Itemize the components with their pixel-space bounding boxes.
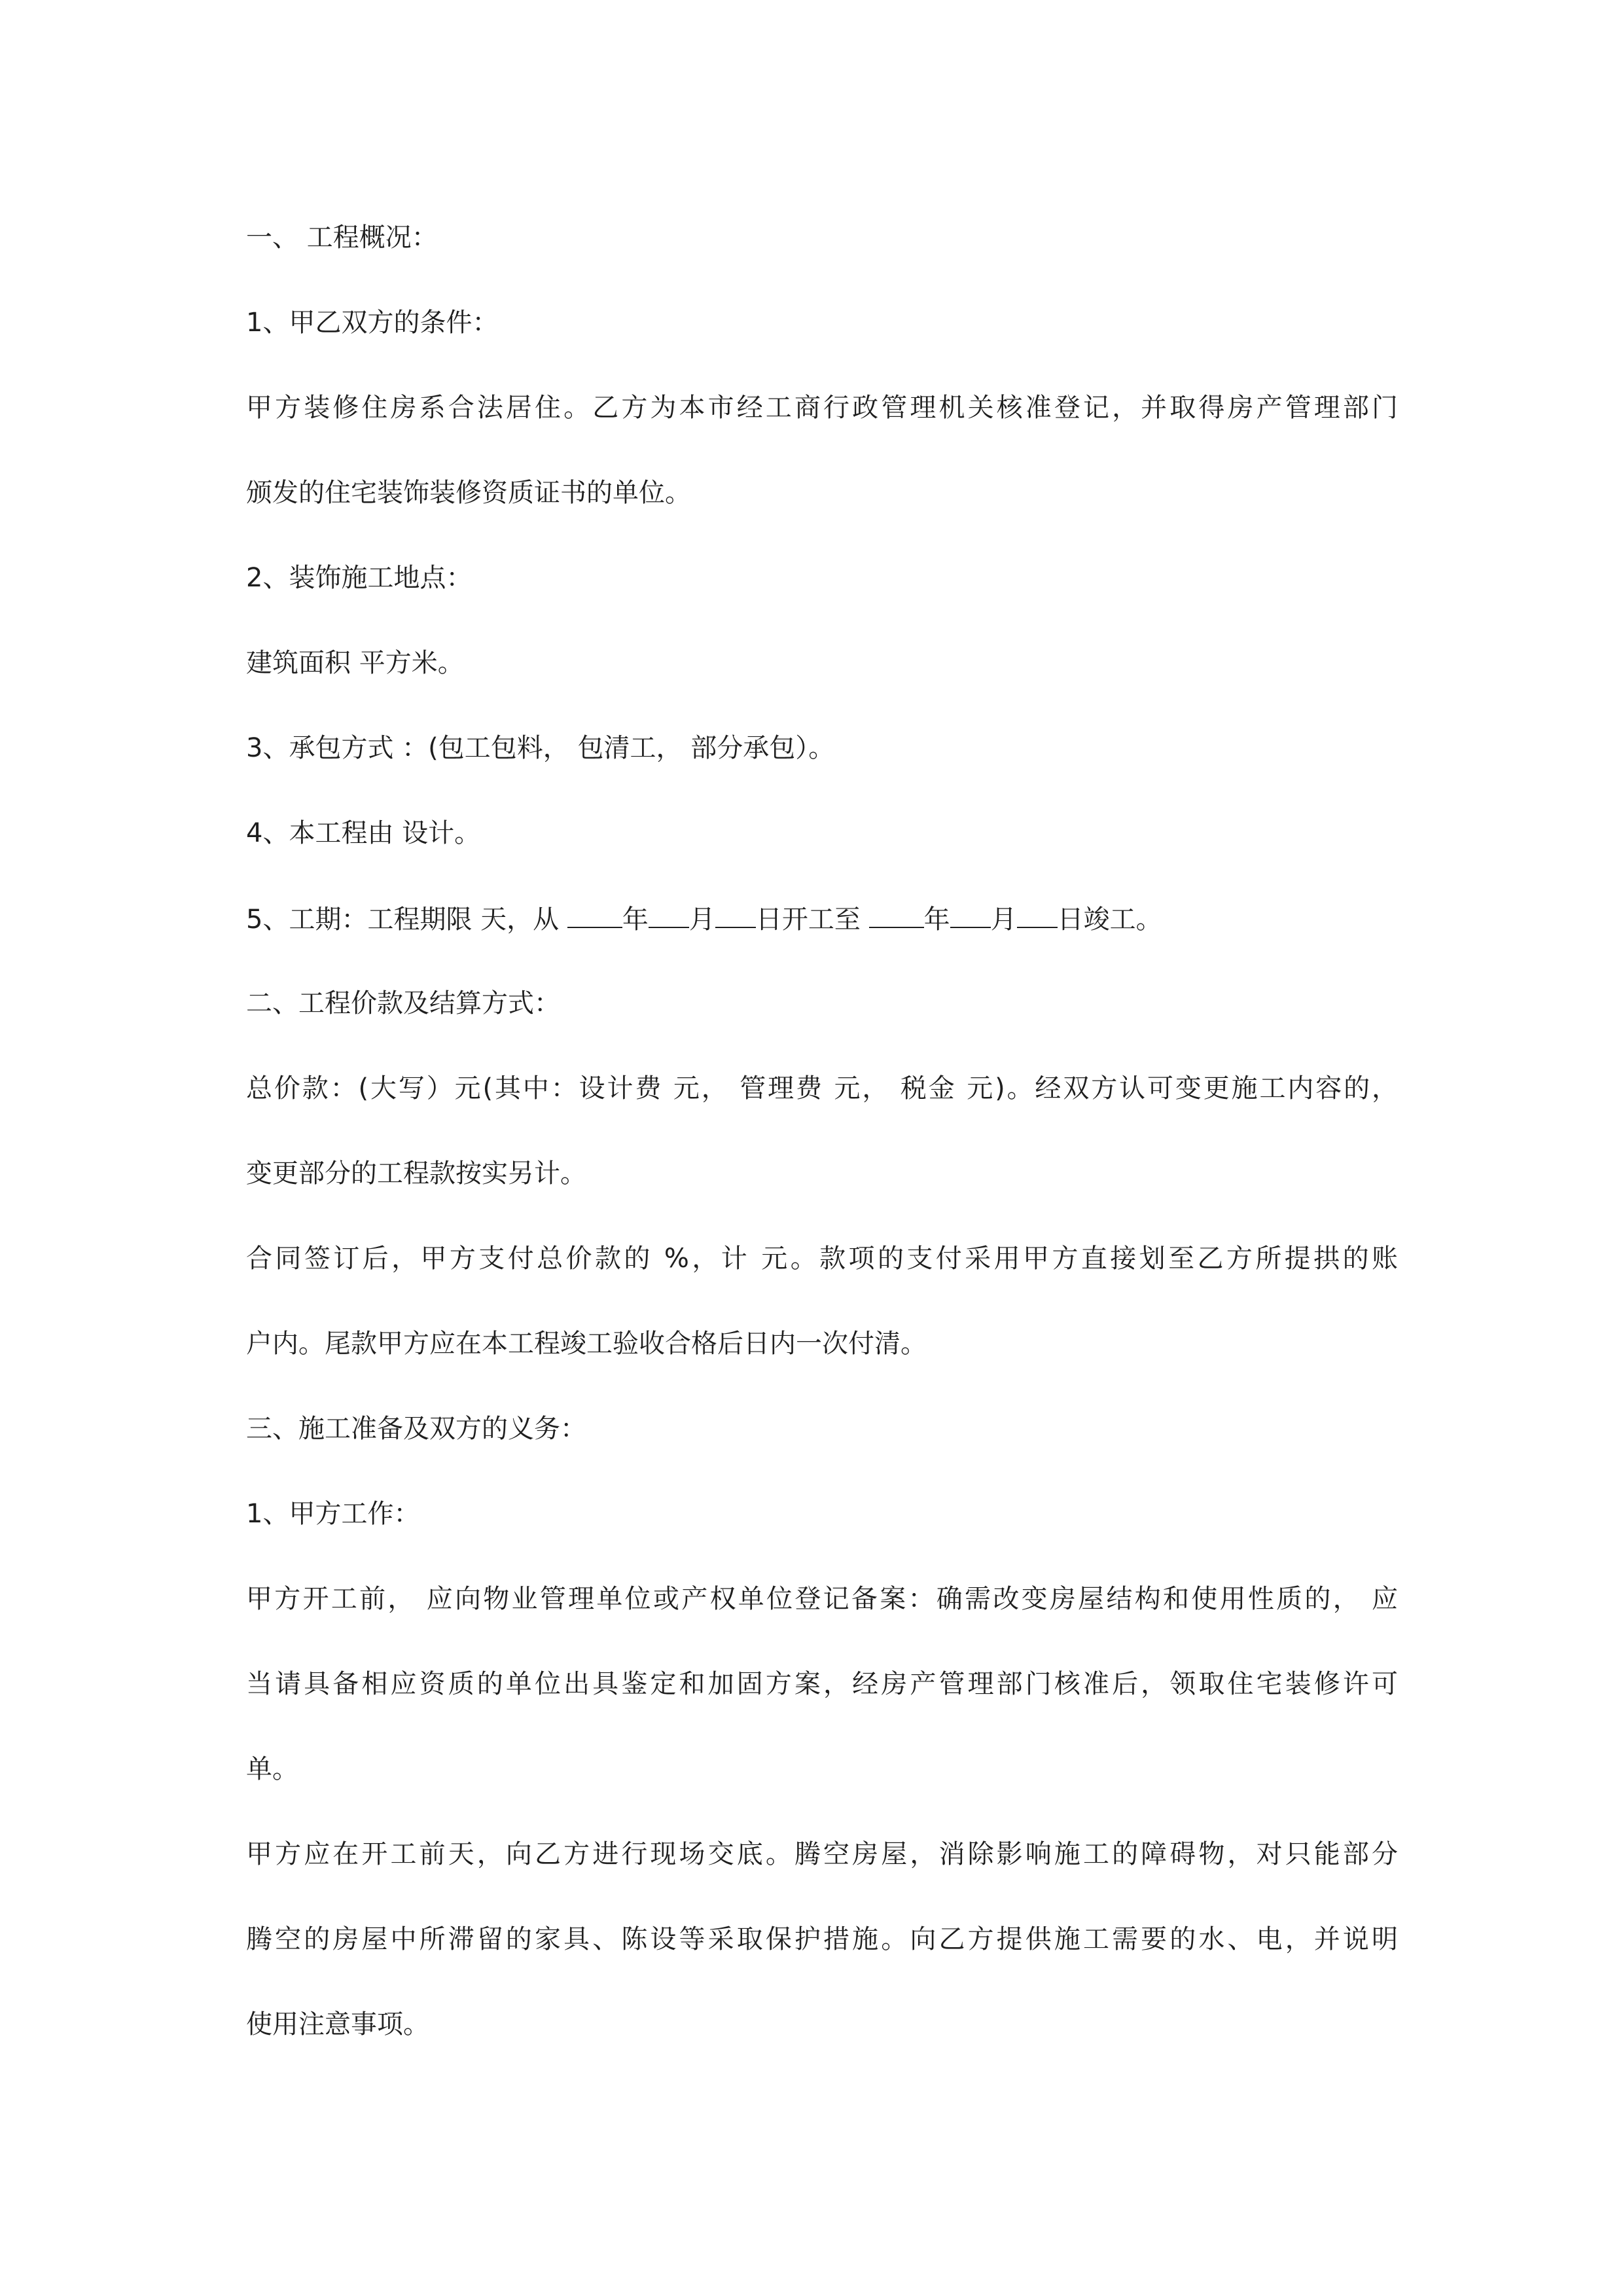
- section-heading-1: 一、 工程概况：: [246, 223, 438, 253]
- paragraph-line: 总价款：(大写）元(其中：设计费 元， 管理费 元， 税金 元)。经双方认可变更施工内容的，: [246, 1073, 1398, 1103]
- paragraph-line: 使用注意事项。: [246, 2009, 429, 2039]
- blank-month-start: [649, 897, 689, 928]
- paragraph-line: 合同签订后，甲方支付总价款的 %，计 元。款项的支付采用甲方直接划至乙方所提拱的账: [246, 1244, 1398, 1274]
- clause-3-1-title: 1、甲方工作：: [246, 1499, 420, 1529]
- blank-year-end: [869, 897, 924, 928]
- clause-1-5-schedule: [246, 897, 1398, 982]
- schedule-month-label: 月: [990, 905, 1017, 935]
- clause-1-1-title: 1、甲乙双方的条件：: [246, 308, 499, 338]
- clause-1-3: 3、承包方式 ：(包工包料， 包清工， 部分承包）。: [246, 733, 835, 763]
- paragraph-line: 甲方开工前， 应向物业管理单位或产权单位登记备案：确需改变房屋结构和使用性质的， 应: [246, 1584, 1398, 1614]
- schedule-month-label: 月: [688, 905, 715, 935]
- paragraph-line: 甲方装修住房系合法居住。乙方为本市经工商行政管理机关核准登记，并取得房产管理部门: [246, 393, 1398, 423]
- paragraph-line: 建筑面积 平方米。: [246, 648, 464, 678]
- blank-day-start: [715, 897, 756, 928]
- blank-day-end: [1017, 897, 1058, 928]
- schedule-end-label: 日竣工。: [1057, 905, 1162, 935]
- paragraph-line: 当请具备相应资质的单位出具鉴定和加固方案，经房产管理部门核准后，领取住宅装修许可: [246, 1669, 1398, 1699]
- schedule-prefix: 5、工期：工程期限 天，从: [246, 905, 567, 935]
- schedule-year-label: 年: [622, 905, 649, 935]
- paragraph-line: 变更部分的工程款按实另计。: [246, 1158, 586, 1189]
- section-heading-2: 二、工程价款及结算方式：: [246, 988, 560, 1018]
- paragraph-line: 户内。尾款甲方应在本工程竣工验收合格后日内一次付清。: [246, 1329, 927, 1359]
- document-body: [246, 216, 1398, 2088]
- paragraph-line: 甲方应在开工前天，向乙方进行现场交底。腾空房屋，消除影响施工的障碍物，对只能部分: [246, 1839, 1398, 1869]
- schedule-start-label: 日开工至: [755, 905, 869, 935]
- paragraph-line: 颁发的住宅装饰装修资质证书的单位。: [246, 478, 691, 508]
- clause-1-4: 4、本工程由 设计。: [246, 818, 481, 848]
- blank-year-start: [567, 897, 622, 928]
- blank-month-end: [950, 897, 991, 928]
- section-heading-3: 三、施工准备及双方的义务：: [246, 1414, 586, 1444]
- paragraph-line: 腾空的房屋中所滞留的家具、陈设等采取保护措施。向乙方提供施工需要的水、电，并说明: [246, 1924, 1398, 1954]
- schedule-year-label: 年: [923, 905, 950, 935]
- paragraph-line: 单。: [246, 1754, 298, 1784]
- clause-1-2-title: 2、装饰施工地点：: [246, 563, 473, 593]
